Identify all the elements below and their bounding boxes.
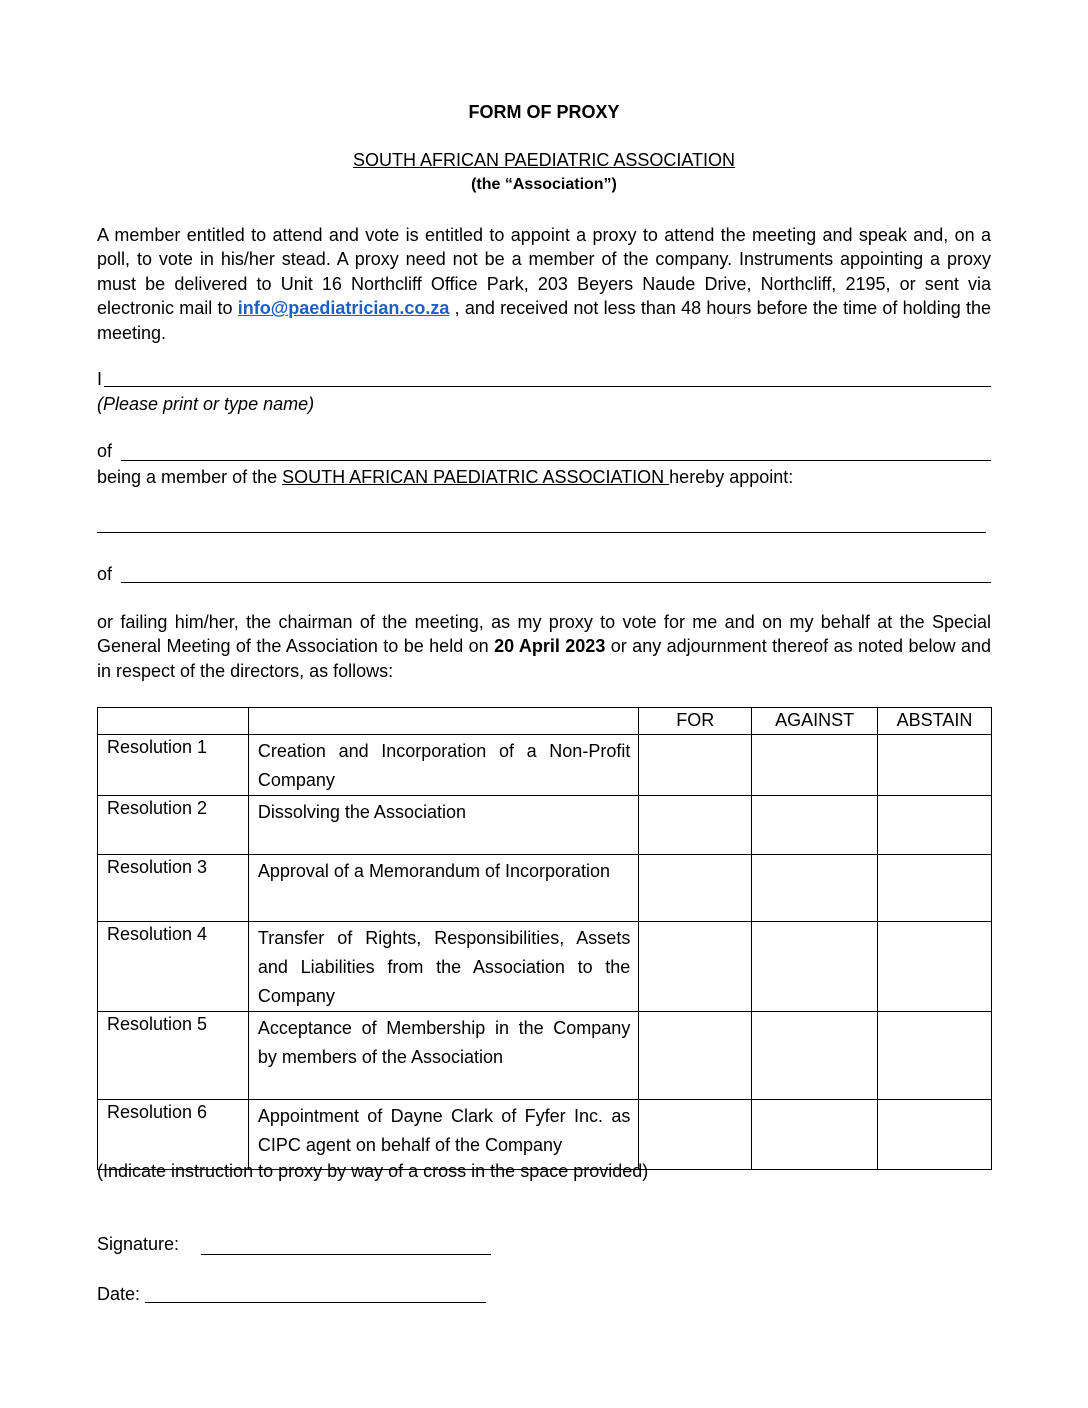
resolutions-table [97, 707, 992, 1170]
signature-label: Signature: [97, 1234, 180, 1254]
proxy-paragraph [97, 610, 991, 683]
date-input-line[interactable] [145, 1284, 486, 1303]
intro-text: A member entitled to attend and vote is entitled to appoint a proxy to attend the meeting and speak and, on a poll, to vote in his/her stead. A proxy need not be a member of the company. Instruments appointing a proxy must be delivered to Unit 16 Northcliff Office Park, 203 Beyers Naude Drive, Northcliff, 2195, or sent via electronic mail to [97, 225, 991, 319]
vote-for-cell[interactable] [639, 1100, 752, 1170]
intro-text-end: , and received not less than 48 hours before the time of holding the meeting. [97, 298, 991, 343]
proxy-text-end: or any adjournment thereof as noted below and in respect of the directors, as follows: [97, 636, 991, 681]
member-org: SOUTH AFRICAN PAEDIATRIC ASSOCIATION [282, 467, 670, 487]
name-hint: (Please print or type name) [97, 394, 315, 414]
resolution-label: Resolution 3 [98, 855, 249, 922]
header-cell-blank [248, 708, 638, 735]
resolution-label: Resolution 5 [98, 1012, 249, 1100]
header-abstain: ABSTAIN [878, 708, 992, 735]
table-row [98, 1012, 992, 1100]
resolution-description: Appointment of Dayne Clark of Fyfer Inc. as CIPC agent on behalf of the Company [248, 1100, 638, 1170]
table-row [98, 1100, 992, 1170]
i-label: I [97, 369, 103, 389]
member-statement [97, 467, 991, 488]
organisation-subtitle: (the “Association”) [471, 176, 617, 193]
member-text-end: hereby appoint: [669, 467, 794, 487]
vote-for-cell[interactable] [639, 1012, 752, 1100]
vote-abstain-cell[interactable] [878, 735, 992, 796]
table-row [98, 855, 992, 922]
vote-for-cell[interactable] [639, 922, 752, 1012]
vote-abstain-cell[interactable] [878, 855, 992, 922]
name-input-line[interactable] [104, 368, 991, 387]
vote-abstain-cell[interactable] [878, 922, 992, 1012]
signature-input-line[interactable] [201, 1236, 491, 1255]
resolution-label: Resolution 1 [98, 735, 249, 796]
resolution-description: Acceptance of Membership in the Company by members of the Association [248, 1012, 638, 1100]
vote-against-cell[interactable] [752, 855, 878, 922]
vote-for-cell[interactable] [639, 855, 752, 922]
vote-abstain-cell[interactable] [878, 1100, 992, 1170]
instruction-note: (Indicate instruction to proxy by way of a cross in the space provided) [97, 1161, 649, 1181]
resolution-label: Resolution 6 [98, 1100, 249, 1170]
vote-abstain-cell[interactable] [878, 1012, 992, 1100]
resolution-label: Resolution 4 [98, 922, 249, 1012]
resolution-description: Approval of a Memorandum of Incorporation [248, 855, 638, 922]
intro-paragraph [97, 223, 991, 345]
header-against: AGAINST [752, 708, 878, 735]
vote-against-cell[interactable] [752, 1012, 878, 1100]
member-text: being a member of the [97, 467, 283, 487]
table-row [98, 922, 992, 1012]
header-for: FOR [639, 708, 752, 735]
resolution-description: Transfer of Rights, Responsibilities, Assets and Liabilities from the Association to the Company [248, 922, 638, 1012]
address-input-line[interactable] [121, 442, 991, 461]
organisation-name: SOUTH AFRICAN PAEDIATRIC ASSOCIATION [352, 150, 736, 170]
table-row [98, 796, 992, 855]
meeting-date: 20 April 2023 [494, 636, 606, 657]
proxy-name-input-line[interactable] [97, 514, 986, 533]
proxy-address-input-line[interactable] [121, 564, 991, 583]
header-cell-blank [98, 708, 249, 735]
vote-abstain-cell[interactable] [878, 796, 992, 855]
date-label: Date: [97, 1284, 141, 1304]
vote-for-cell[interactable] [639, 735, 752, 796]
vote-against-cell[interactable] [752, 735, 878, 796]
vote-against-cell[interactable] [752, 922, 878, 1012]
resolution-description: Dissolving the Association [248, 796, 638, 855]
page-title: FORM OF PROXY [468, 102, 620, 122]
proxy-text: or failing him/her, the chairman of the meeting, as my proxy to vote for me and on my behalf at the Special General Meeting of the Association to be held on [97, 612, 991, 657]
table-header-row [98, 708, 992, 735]
of-label: of [97, 441, 113, 461]
resolution-label: Resolution 2 [98, 796, 249, 855]
email-link[interactable]: info@paediatrician.co.za [237, 298, 450, 319]
vote-for-cell[interactable] [639, 796, 752, 855]
of-label-2: of [97, 564, 113, 584]
vote-against-cell[interactable] [752, 1100, 878, 1170]
vote-against-cell[interactable] [752, 796, 878, 855]
table-row [98, 735, 992, 796]
resolution-description: Creation and Incorporation of a Non-Profit Company [248, 735, 638, 796]
